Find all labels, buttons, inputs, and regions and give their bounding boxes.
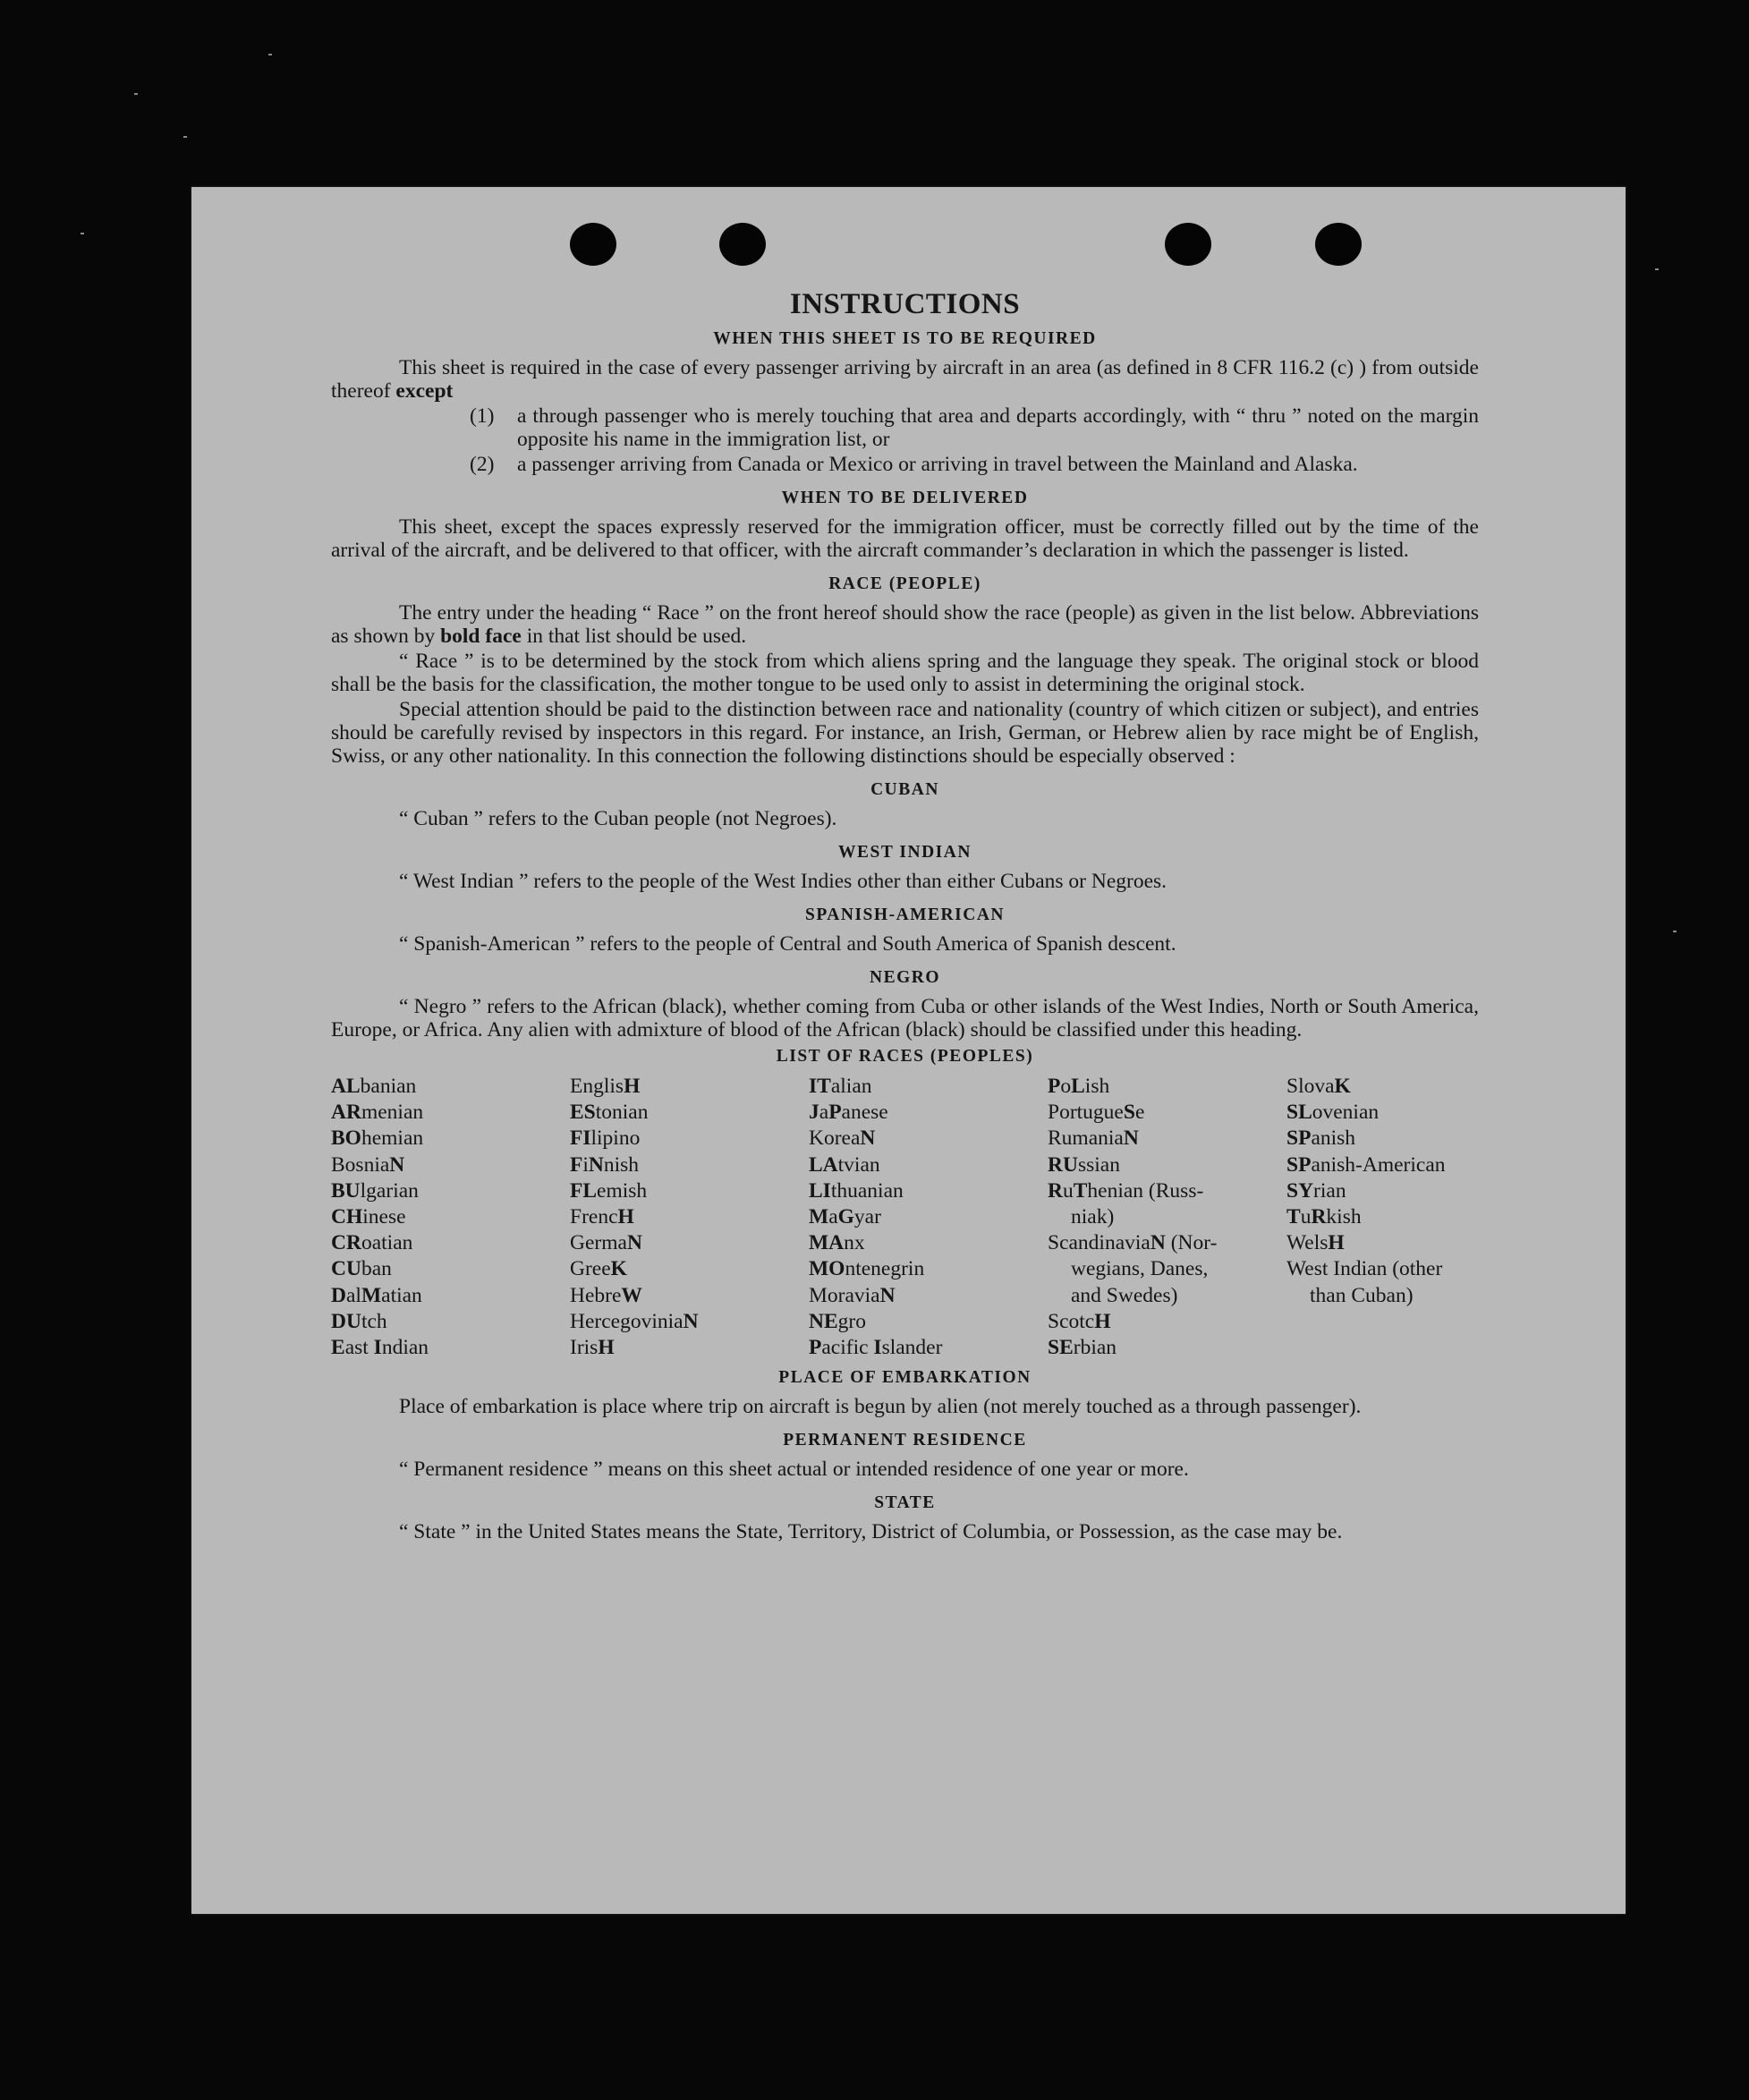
section-heading-delivered: WHEN TO BE DELIVERED xyxy=(781,489,1029,507)
race-entry: BosniaN xyxy=(331,1152,405,1177)
page-title: INSTRUCTIONS xyxy=(789,288,1021,320)
race-paragraph: The entry under the heading “ Race ” on the front hereof should show the race (people) as given in the list below. Abbreviations as shown by bold face in that list should be used. xyxy=(331,601,1479,648)
race-entry: SPanish xyxy=(1286,1127,1356,1151)
race-entry: FLemish xyxy=(570,1178,648,1203)
race-entry: NEgro xyxy=(809,1309,866,1333)
exception-item: (2) a passenger arriving from Canada or Mexico or arriving in travel between the Mainland and Alaska. xyxy=(470,453,1358,476)
race-entry: JaPanese xyxy=(809,1101,888,1125)
race-entry: CUban xyxy=(331,1257,392,1281)
races-column xyxy=(570,1074,809,1361)
race-entry: and Swedes) xyxy=(1071,1283,1178,1307)
scan-speck xyxy=(1655,268,1659,270)
delivered-text: This sheet, except the spaces expressly reserved for the immigration officer, must be correctly filled out by the time of the arrival of the aircraft, and be delivered to that officer, with the aircraft commander’s declaration in which the passenger is listed. xyxy=(331,515,1479,562)
race-entry: MAnx xyxy=(809,1231,865,1255)
races-column xyxy=(1048,1074,1286,1361)
section-heading-cuban: CUBAN xyxy=(870,780,939,799)
race-entry: ALbanian xyxy=(331,1075,417,1098)
race-entry: PortugueSe xyxy=(1048,1101,1145,1125)
races-list-table xyxy=(331,1074,1479,1361)
exception-item: (1) a through passenger who is merely touching that area and departs accordingly, with “ thru ” noted on the margin opposite his name in the immigration list, or xyxy=(470,404,1479,451)
race-entry: ITalian xyxy=(809,1075,872,1098)
section-heading-embarkation: PLACE OF EMBARKATION xyxy=(778,1368,1032,1388)
race-entry: ScotcH xyxy=(1048,1309,1111,1333)
race-entry: FIlipino xyxy=(570,1127,641,1151)
race-entry: LIthuanian xyxy=(809,1178,904,1203)
race-entry: CRoatian xyxy=(331,1231,413,1255)
race-entry: MOntenegrin xyxy=(809,1257,925,1281)
cuban-text: “ Cuban ” refers to the Cuban people (not Negroes). xyxy=(399,807,837,830)
race-entry: ScandinaviaN (Nor- xyxy=(1048,1231,1218,1255)
race-entry: EStonian xyxy=(570,1101,649,1125)
race-entry: SLovenian xyxy=(1286,1101,1380,1125)
section-heading-negro: NEGRO xyxy=(869,968,940,987)
race-entry: FiNnish xyxy=(570,1152,640,1177)
race-entry: DUtch xyxy=(331,1309,387,1333)
race-entry: GreeK xyxy=(570,1257,627,1281)
section-heading-residence: PERMANENT RESIDENCE xyxy=(783,1431,1027,1450)
race-entry: SYrian xyxy=(1286,1178,1346,1203)
race-entry: wegians, Danes, xyxy=(1071,1257,1209,1281)
section-heading-west-indian: WEST INDIAN xyxy=(838,843,972,862)
race-entry: MoraviaN xyxy=(809,1283,896,1307)
races-column xyxy=(809,1074,1048,1361)
scan-speck xyxy=(1673,931,1677,932)
race-entry: MaGyar xyxy=(809,1205,881,1229)
race-entry: FrencH xyxy=(570,1205,634,1229)
scan-speck xyxy=(183,136,187,138)
race-entry: ARmenian xyxy=(331,1101,424,1125)
section-heading-spanish-american: SPANISH-AMERICAN xyxy=(805,905,1005,924)
state-text: “ State ” in the United States means the State, Territory, District of Columbia, or Possession, as the case may be. xyxy=(399,1520,1343,1544)
races-column xyxy=(331,1074,570,1361)
race-entry: than Cuban) xyxy=(1310,1283,1414,1307)
scan-speck xyxy=(81,233,84,234)
document-sheet xyxy=(191,187,1626,1914)
embarkation-text: Place of embarkation is place where trip on aircraft is begun by alien (not merely touched as a through passenger). xyxy=(399,1395,1362,1419)
spanish-american-text: “ Spanish-American ” refers to the people of Central and South America of Spanish descent. xyxy=(399,932,1176,956)
race-entry: DalMatian xyxy=(331,1283,422,1307)
race-entry: Pacific Islander xyxy=(809,1336,943,1360)
race-entry: PoLish xyxy=(1048,1075,1110,1098)
punch-hole xyxy=(719,223,766,266)
negro-text: “ Negro ” refers to the African (black), whether coming from Cuba or other islands of the West Indies, North or South America, Europe, or Africa. Any alien with admixture of blood of the African (black) should be classified under this heading. xyxy=(331,995,1479,1041)
race-entry: BUlgarian xyxy=(331,1178,419,1203)
required-intro: This sheet is required in the case of every passenger arriving by aircraft in an area (as defined in 8 CFR 116.2 (c) ) from outside thereof except xyxy=(331,356,1479,403)
scan-speck xyxy=(134,93,138,95)
section-heading-required: WHEN THIS SHEET IS TO BE REQUIRED xyxy=(713,329,1097,348)
race-entry: RUssian xyxy=(1048,1152,1120,1177)
race-entry: TuRkish xyxy=(1286,1205,1362,1229)
scan-speck xyxy=(268,54,272,55)
section-heading-state: STATE xyxy=(874,1493,936,1513)
race-entry: West Indian (other xyxy=(1286,1257,1443,1281)
race-entry: HebreW xyxy=(570,1283,642,1307)
race-entry: RuThenian (Russ- xyxy=(1048,1178,1204,1203)
race-paragraph: “ Race ” is to be determined by the stock from which aliens spring and the language they speak. The original stock or blood shall be the basis for the classification, the mother tongue to be used only to assist in determining the original stock. xyxy=(331,650,1479,696)
race-entry: HercegoviniaN xyxy=(570,1309,699,1333)
race-entry: RumaniaN xyxy=(1048,1127,1139,1151)
west-indian-text: “ West Indian ” refers to the people of the West Indies other than either Cubans or Negroes. xyxy=(399,870,1167,893)
punch-hole xyxy=(570,223,616,266)
race-entry: East Indian xyxy=(331,1336,429,1360)
race-entry: BOhemian xyxy=(331,1127,424,1151)
race-paragraph: Special attention should be paid to the distinction between race and nationality (country of which citizen or subject), and entries should be carefully revised by inspectors in this regard. For instance, an Irish, German, or Hebrew alien by race might be of English, Swiss, or any other nationality. In this connection the following distinctions should be especially observed : xyxy=(331,698,1479,768)
race-entry: GermaN xyxy=(570,1231,642,1255)
race-entry: WelsH xyxy=(1286,1231,1345,1255)
race-entry: SPanish-American xyxy=(1286,1152,1446,1177)
race-entry: SlovaK xyxy=(1286,1075,1351,1098)
race-entry: CHinese xyxy=(331,1205,406,1229)
punch-hole xyxy=(1315,223,1362,266)
race-entry: SErbian xyxy=(1048,1336,1117,1360)
race-entry: LAtvian xyxy=(809,1152,880,1177)
section-heading-race: RACE (PEOPLE) xyxy=(828,574,981,593)
race-entry: IrisH xyxy=(570,1336,615,1360)
instructions-content xyxy=(331,288,1479,1545)
section-heading-races-list: LIST OF RACES (PEOPLES) xyxy=(776,1047,1034,1066)
race-entry: niak) xyxy=(1071,1205,1115,1229)
residence-text: “ Permanent residence ” means on this sheet actual or intended residence of one year or more. xyxy=(399,1458,1189,1482)
punch-hole xyxy=(1165,223,1211,266)
race-entry: KoreaN xyxy=(809,1127,876,1151)
race-entry: EnglisH xyxy=(570,1075,641,1098)
races-column xyxy=(1286,1074,1479,1361)
